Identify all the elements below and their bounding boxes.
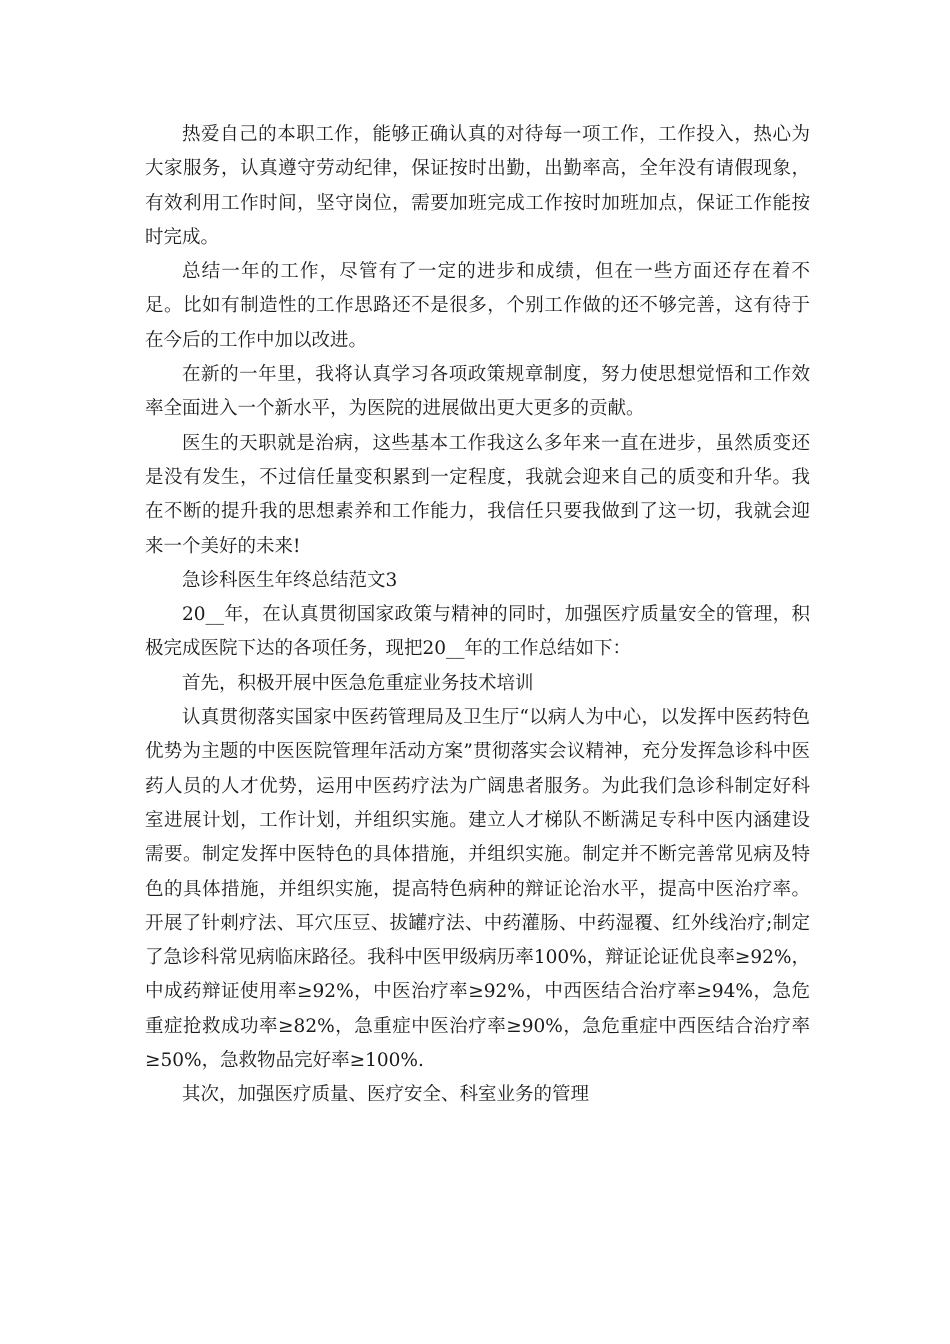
section-heading-sample-3: 急诊科医生年终总结范文3 <box>182 569 398 591</box>
paragraph-work-attitude: 热爱自己的本职工作，能够正确认真的对待每一项工作，工作投入，热心为大家服务，认真遵守劳动纪律，保证按时出勤，出勤率高，全年没有请假现象，有效利用工作时间，坚守岗位，需要加班完成工作按时加班加点，保证工作能按时完成。 <box>145 124 810 248</box>
paragraph-doctor-duty: 医生的天职就是治病，这些基本工作我这么多年来一直在进步，虽然质变还是没有发生，不过信任量变积累到一定程度，我就会迎来自己的质变和升华。我在不断的提升我的思想素养和工作能力，我信任只要我做到了这一切，我就会迎来一个美好的未来! <box>145 432 810 557</box>
paragraph-year-summary: 总结一年的工作，尽管有了一定的进步和成绩，但在一些方面还存在着不足。比如有制造性的工作思路还不是很多，个别工作做的还不够完善，这有待于在今后的工作中加以改进。 <box>145 261 810 351</box>
paragraph-new-year-plan: 在新的一年里，我将认真学习各项政策规章制度，努力使思想觉悟和工作效率全面进入一个新水平，为医院的进展做出更大更多的贡献。 <box>145 364 810 420</box>
paragraph-intro: 20__年，在认真贯彻国家政策与精神的同时，加强医疗质量安全的管理，积极完成医院下达的各项任务，现把20__年的工作总结如下： <box>145 604 810 660</box>
document-body <box>145 118 810 1113</box>
paragraph-tcm-training: 认真贯彻落实国家中医药管理局及卫生厅“以病人为中心，以发挥中医药特色优势为主题的中医医院管理年活动方案”贯彻落实会议精神，充分发挥急诊科中医药人员的人才优势，运用中医药疗法为广阔患者服务。为此我们急诊科制定好科室进展计划，工作计划，并组织实施。建立人才梯队不断满足专科中医内涵建设需要。制定发挥中医特色的具体措施，并组织实施。制定并不断完善常见病及特色的具体措施，并组织实施，提高特色病种的辩证论治水平，提高中医治疗率。开展了针刺疗法、耳穴压豆、拔罐疗法、中药灌肠、中药湿覆、红外线治疗;制定了急诊科常见病临床路径。我科中医甲级病历率100%，辩证论证优良率≥92%，中成药辩证使用率≥92%，中医治疗率≥92%，中西医结合治疗率≥94%，急危重症抢救成功率≥82%，急重症中医治疗率≥90%，急危重症中西医结合治疗率≥50%，急救物品完好率≥100%. <box>145 707 810 1072</box>
subheading-second: 其次，加强医疗质量、医疗安全、科室业务的管理 <box>182 1084 590 1106</box>
subheading-first: 首先，积极开展中医急危重症业务技术培训 <box>182 672 534 694</box>
